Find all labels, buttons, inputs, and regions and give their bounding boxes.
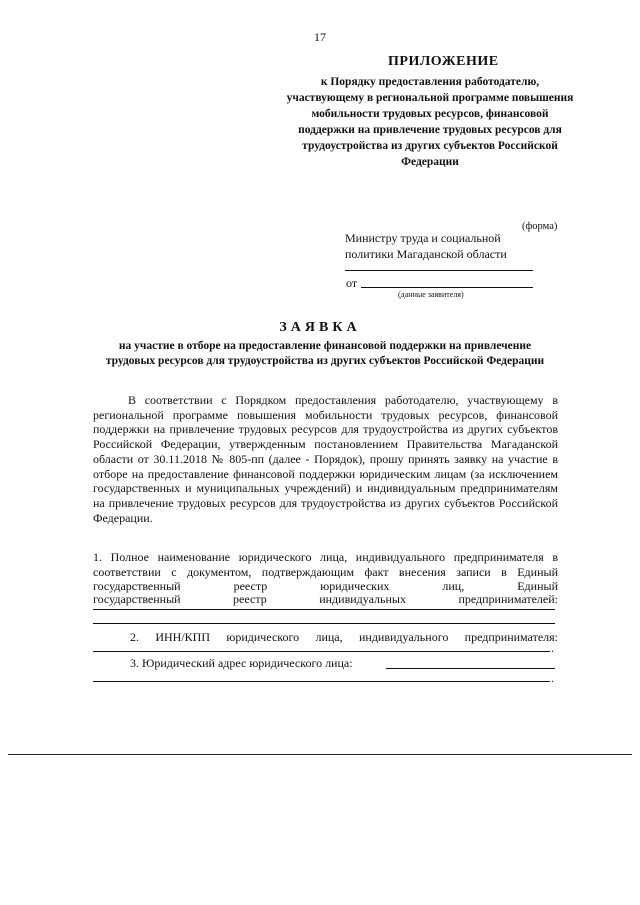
item-3-line-end: . bbox=[551, 671, 554, 685]
item-3-fill-line bbox=[93, 681, 550, 682]
document-title: ЗАЯВКА bbox=[279, 320, 361, 335]
item-2-text: 2. ИНН/КПП юридического лица, индивидуального предпринимателя: bbox=[130, 630, 558, 644]
document-subtitle: на участие в отборе на предоставление финансовой поддержки на привлечение трудовых ресурсов для трудоустройства из других субъектов Российской Федерации bbox=[105, 340, 545, 367]
from-label: от bbox=[346, 276, 358, 290]
applicant-data-caption: (данные заявителя) bbox=[398, 290, 464, 299]
addressee: Министру труда и социальной политики Магаданской области bbox=[345, 231, 507, 261]
appendix-title: ПРИЛОЖЕНИЕ bbox=[388, 54, 499, 69]
page-bottom-rule bbox=[8, 754, 632, 755]
item-3-text: 3. Юридический адрес юридического лица: bbox=[130, 656, 353, 670]
applicant-data-line bbox=[361, 287, 533, 288]
item-1-text: 1. Полное наименование юридического лица, индивидуального предпринимателя в соответствии с документом, подтверждающим факт внесения записи в Единый государственный реестр юридических лиц, Единый bbox=[93, 550, 558, 594]
addressee-blank-line bbox=[345, 270, 533, 271]
item-1-fill-line bbox=[93, 609, 555, 610]
appendix-text: к Порядку предоставления работодателю, участвующему в региональной программе повышения мобильности трудовых ресурсов, финансовой поддержки на привлечение трудовых ресурсов для трудоустройства из других субъектов Российской Федерации bbox=[286, 76, 574, 168]
page-number: 17 bbox=[314, 30, 326, 44]
intro-paragraph: В соответствии с Порядком предоставления работодателю, участвующему в региональной программе повышения мобильности трудовых ресурсов, финансовой поддержки на привлечение трудовых ресурсов для трудоустройства из других субъектов Российской Федерации, утвержденным постановлением Правительства Магаданской области от 30.11.2018 № 805-пп (далее - Порядок), прошу принять заявку на участие в отборе на предоставление финансовой поддержки юридическим лицам (за исключением государственных и муниципальных учреждений) и индивидуальным предпринимателям на привлечение трудовых ресурсов для трудоустройства из других субъектов Российской Федерации. bbox=[93, 393, 558, 525]
form-note: (форма) bbox=[522, 221, 558, 232]
item-1-text-end: государственный реестр индивидуальных предпринимателей: bbox=[93, 592, 558, 606]
item-2-fill-line bbox=[93, 651, 550, 652]
item-3-fill-line bbox=[386, 668, 555, 669]
item-2-line-end: . bbox=[551, 641, 554, 655]
item-1-fill-line bbox=[93, 623, 555, 624]
